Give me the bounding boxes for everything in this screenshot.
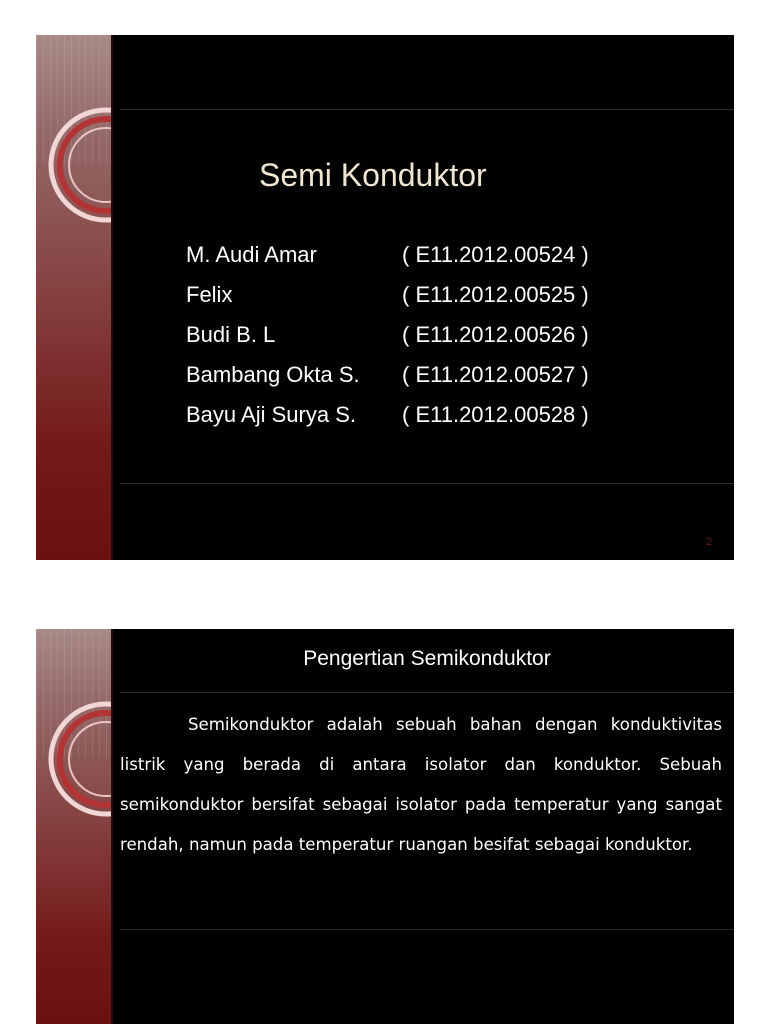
member-row [186, 400, 626, 440]
divider-line [120, 483, 734, 484]
member-row [186, 320, 626, 360]
member-name: M. Audi Amar [186, 242, 317, 267]
member-row [186, 280, 626, 320]
sidebar-edge [111, 35, 113, 560]
ring-ornament-icon [36, 629, 113, 829]
member-id: ( E11.2012.00525 ) [402, 282, 589, 307]
member-id: ( E11.2012.00527 ) [402, 362, 589, 387]
slide-title: Pengertian Semikonduktor [303, 647, 551, 670]
decorative-sidebar [36, 629, 113, 1024]
member-name: Felix [186, 282, 233, 307]
member-name: Bambang Okta S. [186, 362, 360, 387]
divider-line [120, 692, 734, 693]
member-name: Budi B. L [186, 322, 276, 347]
member-id: ( E11.2012.00524 ) [402, 242, 589, 267]
member-name: Bayu Aji Surya S. [186, 402, 356, 427]
slide-1 [36, 35, 734, 560]
page-number: 2 [705, 536, 712, 548]
member-row [186, 360, 626, 400]
divider-line [120, 109, 734, 110]
ring-ornament-icon [36, 35, 113, 235]
member-row [186, 240, 626, 280]
body-paragraph: Semikonduktor adalah sebuah bahan dengan konduktivitas listrik yang berada di antara isolator dan konduktor. Sebuah semikonduktor bersifat sebagai isolator pada temperatur yang sangat rendah, namun pada temperatur ruangan besifat sebagai konduktor. [120, 715, 722, 854]
sidebar-edge [111, 629, 113, 1024]
divider-line [120, 929, 734, 930]
slide-2 [36, 629, 734, 1024]
decorative-sidebar [36, 35, 113, 560]
slide-title: Semi Konduktor [259, 157, 487, 193]
member-id: ( E11.2012.00526 ) [402, 322, 589, 347]
member-id: ( E11.2012.00528 ) [402, 402, 589, 427]
member-list [186, 240, 626, 440]
